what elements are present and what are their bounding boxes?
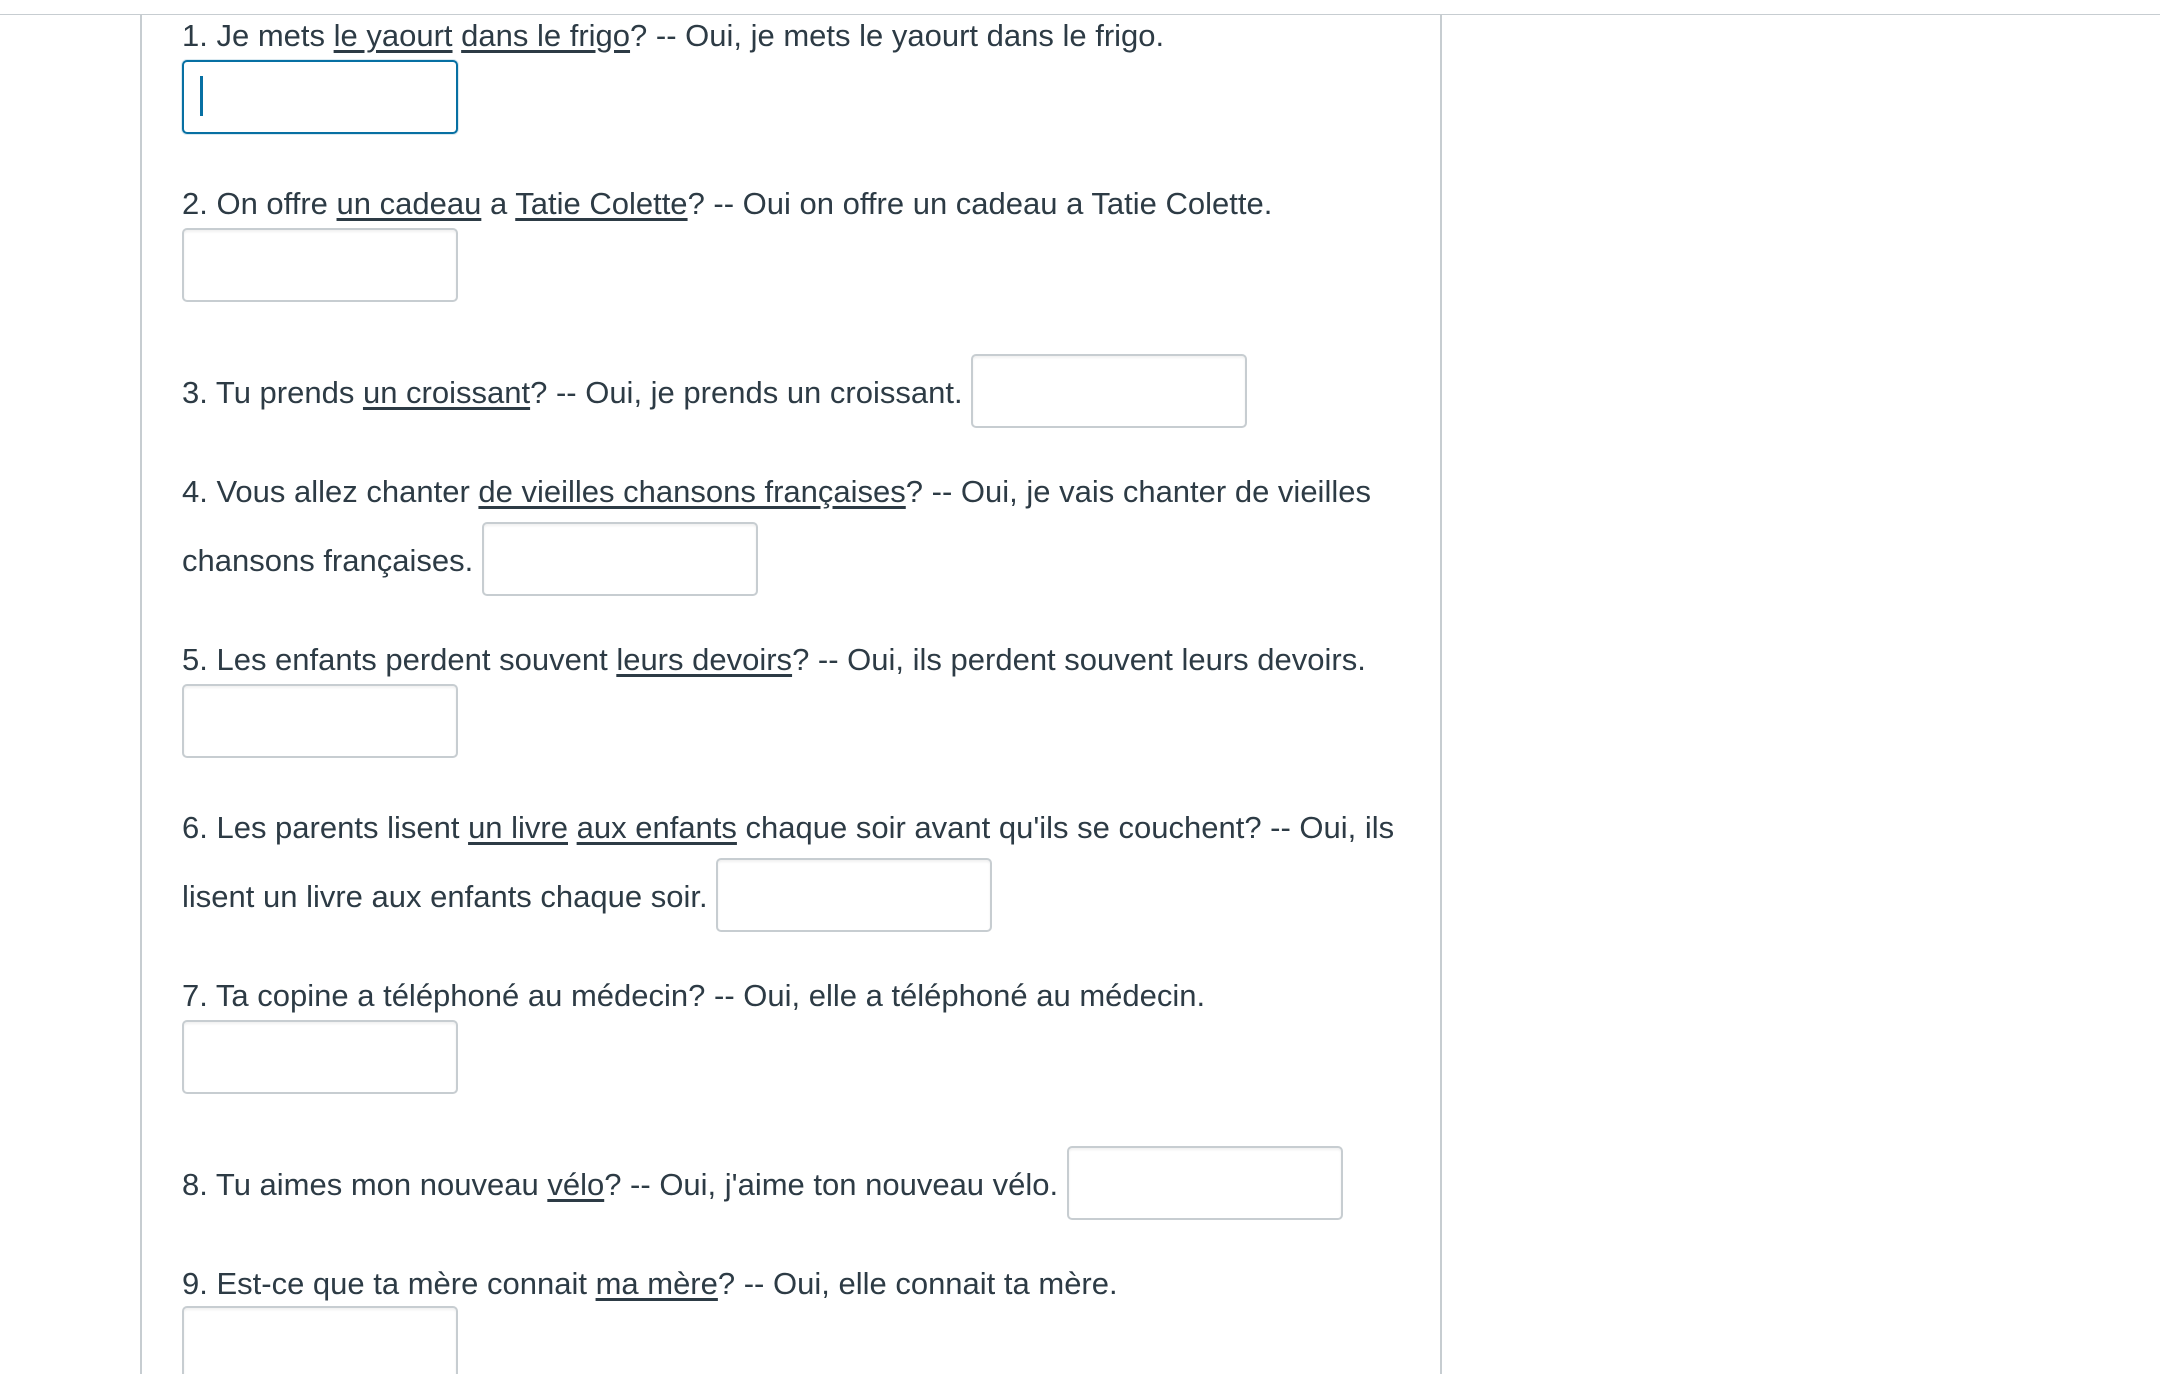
underlined-term: leurs devoirs bbox=[616, 642, 793, 677]
underlined-term: un croissant bbox=[362, 375, 531, 411]
underlined-term: dans le frigo bbox=[461, 18, 631, 53]
question-2: 2. On offre un cadeau a Tatie Colette? -- Oui on offre un cadeau a Tatie Colette. bbox=[182, 186, 1273, 221]
underlined-term: de vieilles chansons françaises bbox=[478, 474, 906, 509]
question-1: 1. Je mets le yaourt dans le frigo? -- Oui, je mets le yaourt dans le frigo. bbox=[182, 18, 1165, 53]
answer-input-9[interactable] bbox=[182, 1306, 458, 1374]
question-7: 7. Ta copine a téléphoné au médecin? -- Oui, elle a téléphoné au médecin. bbox=[182, 978, 1206, 1013]
question-4: 4. Vous allez chanter de vieilles chansons françaises? -- Oui, je vais chanter de vieilles chansons françaises. bbox=[182, 458, 1422, 600]
underlined-term: Tatie Colette bbox=[515, 186, 688, 221]
underlined-term: vélo bbox=[547, 1167, 605, 1203]
answer-input-3[interactable] bbox=[971, 354, 1247, 428]
answer-input-8[interactable] bbox=[1067, 1146, 1343, 1220]
underlined-term: le yaourt bbox=[333, 18, 453, 53]
underlined-term: un cadeau bbox=[336, 186, 482, 221]
question-5: 5. Les enfants perdent souvent leurs devoirs? -- Oui, ils perdent souvent leurs devoirs. bbox=[182, 642, 1366, 677]
answer-input-7[interactable] bbox=[182, 1020, 458, 1094]
underlined-term: ma mère bbox=[595, 1266, 718, 1301]
answer-input-4[interactable] bbox=[482, 522, 758, 596]
answer-input-2[interactable] bbox=[182, 228, 458, 302]
question-3: 3. Tu prends un croissant? -- Oui, je prends un croissant. bbox=[182, 358, 1422, 432]
question-9: 9. Est-ce que ta mère connait ma mère? -- Oui, elle connait ta mère. bbox=[182, 1266, 1118, 1301]
underlined-term: un livre bbox=[468, 810, 568, 845]
text-caret bbox=[200, 76, 203, 116]
underlined-term: aux enfants bbox=[576, 810, 737, 845]
question-6: 6. Les parents lisent un livre aux enfants chaque soir avant qu'ils se couchent? -- Oui, ils lisent un livre aux enfants chaque soir. bbox=[182, 794, 1422, 936]
answer-input-6[interactable] bbox=[716, 858, 992, 932]
question-8: 8. Tu aimes mon nouveau vélo? -- Oui, j'aime ton nouveau vélo. bbox=[182, 1150, 1422, 1224]
answer-input-5[interactable] bbox=[182, 684, 458, 758]
answer-input-1[interactable] bbox=[182, 60, 458, 134]
